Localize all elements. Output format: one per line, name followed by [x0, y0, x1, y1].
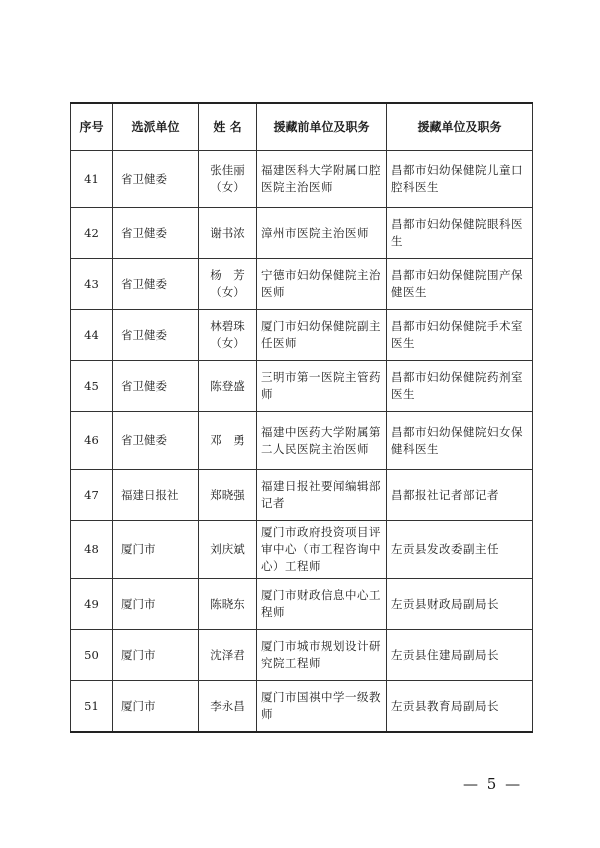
row-previous-position: 宁德市妇幼保健院主治医师	[257, 259, 387, 310]
row-seq: 47	[71, 470, 113, 521]
row-seq: 45	[71, 361, 113, 412]
header-new-position: 援藏单位及职务	[387, 103, 533, 151]
row-seq: 49	[71, 579, 113, 630]
row-name: 杨 芳 （女）	[199, 259, 257, 310]
row-unit: 省卫健委	[113, 412, 199, 470]
row-previous-position: 厦门市政府投资项目评审中心（市工程咨询中心）工程师	[257, 521, 387, 579]
row-seq: 46	[71, 412, 113, 470]
header-name: 姓 名	[199, 103, 257, 151]
row-new-position: 昌都报社记者部记者	[387, 470, 533, 521]
row-unit: 省卫健委	[113, 259, 199, 310]
row-seq: 44	[71, 310, 113, 361]
row-previous-position: 厦门市财政信息中心工程师	[257, 579, 387, 630]
row-unit: 福建日报社	[113, 470, 199, 521]
row-name: 沈泽君	[199, 630, 257, 681]
table-row	[71, 412, 533, 470]
row-seq: 51	[71, 681, 113, 733]
row-previous-position: 福建医科大学附属口腔医院主治医师	[257, 151, 387, 208]
row-name: 陈晓东	[199, 579, 257, 630]
table-row	[71, 208, 533, 259]
header-seq: 序号	[71, 103, 113, 151]
row-new-position: 昌都市妇幼保健院眼科医生	[387, 208, 533, 259]
row-name: 张佳丽 （女）	[199, 151, 257, 208]
row-name: 刘庆斌	[199, 521, 257, 579]
table-row	[71, 151, 533, 208]
row-unit: 省卫健委	[113, 310, 199, 361]
row-unit: 厦门市	[113, 681, 199, 733]
row-new-position: 昌都市妇幼保健院药剂室医生	[387, 361, 533, 412]
table-row	[71, 579, 533, 630]
row-new-position: 昌都市妇幼保健院围产保健医生	[387, 259, 533, 310]
row-unit: 厦门市	[113, 521, 199, 579]
header-unit: 选派单位	[113, 103, 199, 151]
page-number: — 5 —	[463, 775, 523, 793]
row-new-position: 昌都市妇幼保健院手术室医生	[387, 310, 533, 361]
row-previous-position: 厦门市妇幼保健院副主任医师	[257, 310, 387, 361]
row-name: 林碧珠 （女）	[199, 310, 257, 361]
table-header-row	[71, 103, 533, 151]
row-unit: 省卫健委	[113, 151, 199, 208]
row-previous-position: 三明市第一医院主管药师	[257, 361, 387, 412]
row-previous-position: 福建中医药大学附属第二人民医院主治医师	[257, 412, 387, 470]
table-row	[71, 521, 533, 579]
row-previous-position: 厦门市国祺中学一级教师	[257, 681, 387, 733]
table-row	[71, 259, 533, 310]
row-new-position: 左贡县住建局副局长	[387, 630, 533, 681]
row-unit: 省卫健委	[113, 361, 199, 412]
row-seq: 43	[71, 259, 113, 310]
row-unit: 省卫健委	[113, 208, 199, 259]
row-seq: 41	[71, 151, 113, 208]
table-row	[71, 470, 533, 521]
row-name: 李永昌	[199, 681, 257, 733]
row-new-position: 左贡县财政局副局长	[387, 579, 533, 630]
row-unit: 厦门市	[113, 630, 199, 681]
row-previous-position: 福建日报社要闻编辑部记者	[257, 470, 387, 521]
table-row	[71, 310, 533, 361]
table-row	[71, 361, 533, 412]
row-new-position: 左贡县教育局副局长	[387, 681, 533, 733]
row-name: 陈登盛	[199, 361, 257, 412]
table-row	[71, 681, 533, 733]
row-name: 郑晓强	[199, 470, 257, 521]
row-seq: 50	[71, 630, 113, 681]
table-body	[71, 151, 533, 733]
row-new-position: 左贡县发改委副主任	[387, 521, 533, 579]
row-new-position: 昌都市妇幼保健院儿童口腔科医生	[387, 151, 533, 208]
row-unit: 厦门市	[113, 579, 199, 630]
row-previous-position: 漳州市医院主治医师	[257, 208, 387, 259]
row-name: 邓 勇	[199, 412, 257, 470]
row-new-position: 昌都市妇幼保健院妇女保健科医生	[387, 412, 533, 470]
row-previous-position: 厦门市城市规划设计研究院工程师	[257, 630, 387, 681]
assignment-table	[70, 102, 533, 733]
table-row	[71, 630, 533, 681]
row-seq: 42	[71, 208, 113, 259]
header-previous-position: 援藏前单位及职务	[257, 103, 387, 151]
row-seq: 48	[71, 521, 113, 579]
row-name: 谢书浓	[199, 208, 257, 259]
